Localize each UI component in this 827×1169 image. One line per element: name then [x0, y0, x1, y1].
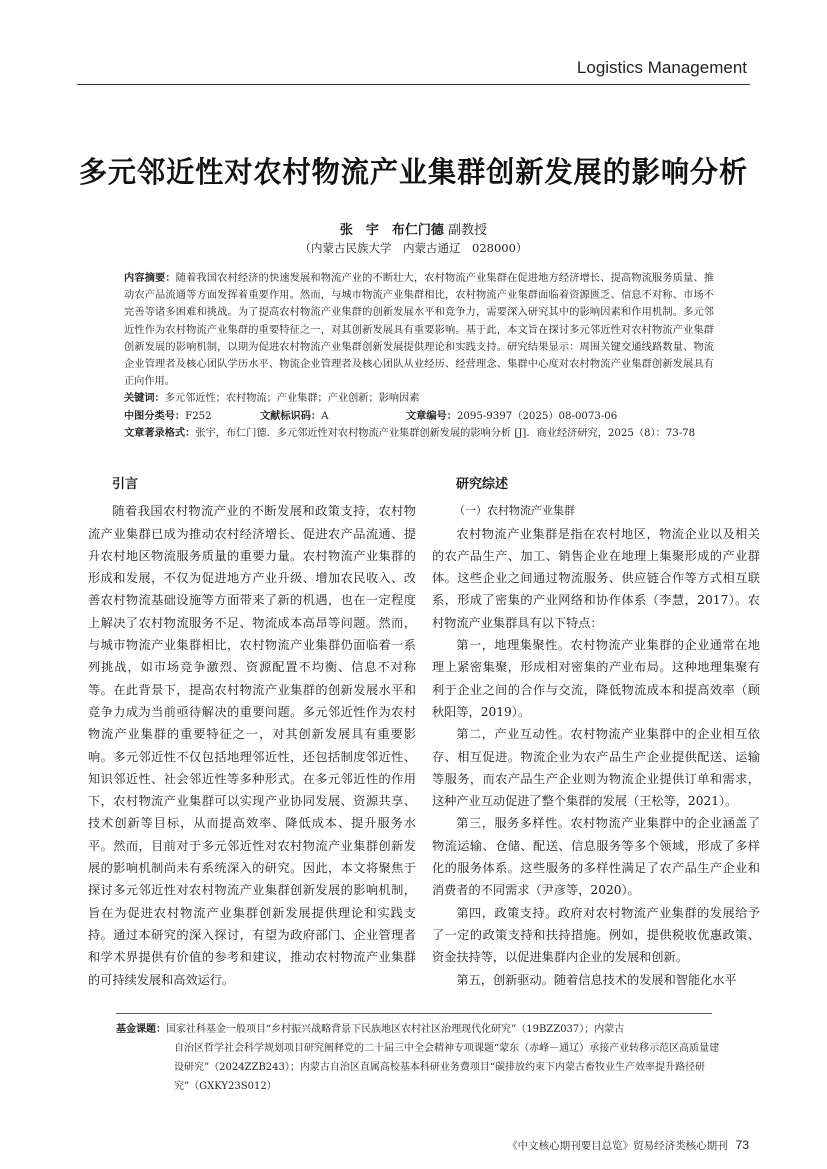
- funding-line1: 国家社科基金一般项目“乡村振兴战略背景下民族地区农村社区治理现代化研究”（19BZZ037）；内蒙古: [166, 1024, 625, 1035]
- article-no-label: 文章编号：: [406, 410, 457, 422]
- left-column: [88, 474, 416, 991]
- right-column: [432, 474, 760, 991]
- page-footer: [507, 1138, 749, 1153]
- funding-label: 基金课题：: [116, 1024, 166, 1035]
- abstract: [124, 270, 714, 390]
- clc-label: 中图分类号：: [124, 410, 186, 422]
- review-paragraph: 第五，创新驱动。随着信息技术的发展和智能化水平: [456, 972, 737, 987]
- abstract-label: 内容摘要：: [124, 273, 176, 284]
- clc-value: F252: [185, 410, 212, 422]
- author-names: 张 宇 布仁门德: [339, 223, 444, 238]
- doc-label: 文献标识码：: [260, 410, 322, 422]
- funding-rule: [116, 1013, 712, 1014]
- review-paragraph: 第四，政策支持。政府对农村物流产业集群的发展给予了一定的政策支持和扶持措施。例如，提供税收优惠政策、资金扶持等，以促进集群内企业的发展和创新。: [432, 905, 760, 965]
- keywords-text: 多元邻近性；农村物流；产业集群；产业创新；影响因素: [164, 393, 420, 405]
- abstract-block: [124, 270, 714, 442]
- classification-row: [124, 408, 714, 425]
- author-role: 副教授: [448, 223, 488, 238]
- review-paragraph: 第一，地理集聚性。农村物流产业集群的企业通常在地理上紧密集聚，形成相对密集的产业布局。这种地理集聚有利于企业之间的合作与交流，降低物流成本和提高效率（顾秋阳等，2019）。: [432, 638, 760, 719]
- affiliation: （内蒙古民族大学 内蒙古通辽 028000）: [299, 241, 528, 255]
- review-paragraph: 第二，产业互动性。农村物流产业集群中的企业相互依存、相互促进。物流企业为农产品生产企业提供配送、运输等服务，而农产品生产企业则为物流企业提供订单和需求，这种产业互动促进了整个集群的发展（王松等，2021）。: [432, 727, 760, 809]
- subsection-heading: （一）农村物流产业集群: [454, 504, 575, 518]
- funding-note: [116, 1020, 721, 1096]
- section-heading-review: 研究综述: [456, 477, 509, 492]
- page-number: 73: [735, 1138, 749, 1152]
- header-rule: [77, 84, 750, 85]
- keywords: [124, 390, 714, 407]
- review-paragraph: 第三，服务多样性。农村物流产业集群中的企业涵盖了物流运输、仓储、配送、信息服务等多个领域，形成了多样化的服务体系。这些服务的多样性满足了农产品生产企业和消费者的不同需求（尹彦等，2020）。: [432, 816, 760, 898]
- doc-value: A: [321, 410, 329, 422]
- intro-paragraph: 随着我国农村物流产业的不断发展和政策支持，农村物流产业集群已成为推动农村经济增长、促进农产品流通、提升农村地区物流服务质量的重要力量。农村物流产业集群的形成和发展，不仅为促进地方产业升级、增加农民收入、改善农村物流基础设施等方面带来了新的机遇，也在一定程度上解决了农村物流服务不足、物流成本高昂等问题。然而，与城市物流产业集群相比，农村物流产业集群仍面临着一系列挑战，如市场竞争激烈、资源配置不均衡、信息不对称等。在此背景下，提高农村物流产业集群的创新发展水平和竞争力成为当前亟待解决的重要问题。多元邻近性作为农村物流产业集群的重要特征之一，对其创新发展具有重要影响。多元邻近性不仅包括地理邻近性，还包括制度邻近性、知识邻近性、社会邻近性等多种形式。在多元邻近性的作用下，农村物流产业集群可以实现产业协同发展、资源共享、技术创新等目标，从而提高效率、降低成本、提升服务水平。然而，目前对于多元邻近性对农村物流产业集群创新发展的影响机制尚未有系统深入的研究。因此，本文将聚焦于探讨多元邻近性对农村物流产业集群创新发展的影响机制，旨在为促进农村物流产业集群创新发展提供理论和实践支持。通过本研究的深入探讨，有望为政府部门、企业管理者和学术界提供有价值的参考和建议，推动农村物流产业集群的可持续发展和高效运行。: [88, 504, 416, 987]
- authors: [0, 219, 827, 238]
- citation-label: 文章著录格式：: [124, 427, 196, 439]
- citation-text: 张宇，布仁门德．多元邻近性对农村物流产业集群创新发展的影响分析 [J]．商业经济研究，2025（8）：73-78: [195, 427, 696, 439]
- review-paragraph: 农村物流产业集群是指在农村地区，物流企业以及相关的农产品生产、加工、销售企业在地理上集聚形成的产业群体。这些企业之间通过物流服务、供应链合作等方式相互联系，形成了密集的产业网络和协作体系（李慧，2017）。农村物流产业集群具有以下特点：: [432, 526, 760, 630]
- section-heading-intro: 引言: [112, 477, 139, 492]
- funding-rest: 自治区哲学社会科学规划项目研究阐释党的二十届三中全会精神专项课题“蒙东（赤峰－通辽）承接产业转移示范区高质量建设研究”（2024ZZB243）；内蒙古自治区直属高校基本科研业务费项目“碳排放约束下内蒙古畜牧业生产效率提升路径研究”（GXKY23S012）: [174, 1043, 720, 1092]
- abstract-text: 随着我国农村经济的快速发展和物流产业的不断壮大，农村物流产业集群在促进地方经济增长、提高物流服务质量、推动农产品流通等方面发挥着重要作用。然而，与城市物流产业集群相比，农村物流产业集群面临着资源匮乏、信息不对称、市场不完善等诸多困难和挑战。为了提高农村物流产业集群的创新发展水平和竞争力，需要深入研究其中的影响因素和作用机制。多元邻近性作为农村物流产业集群的重要特征之一，对其创新发展具有重要影响。基于此，本文旨在探讨多元邻近性对农村物流产业集群创新发展的影响机制，以期为促进农村物流产业集群创新发展提供理论和实践支持。研究结果显示：周围关键交通线路数量、物流企业管理者及核心团队学历水平、物流企业管理者及核心团队从业经历、经营理念、集群中心度对农村物流产业集群创新发展具有正向作用。: [124, 273, 715, 388]
- article-title: 多元邻近性对农村物流产业集群创新发展的影响分析: [78, 155, 749, 189]
- footer-text: 《中文核心期刊要目总览》贸易经济类核心期刊: [507, 1140, 728, 1152]
- article-no-value: 2095-9397（2025）08-0073-06: [456, 410, 618, 422]
- citation: [124, 425, 714, 442]
- journal-name: Logistics Management: [576, 58, 747, 77]
- keywords-label: 关键词：: [124, 393, 165, 405]
